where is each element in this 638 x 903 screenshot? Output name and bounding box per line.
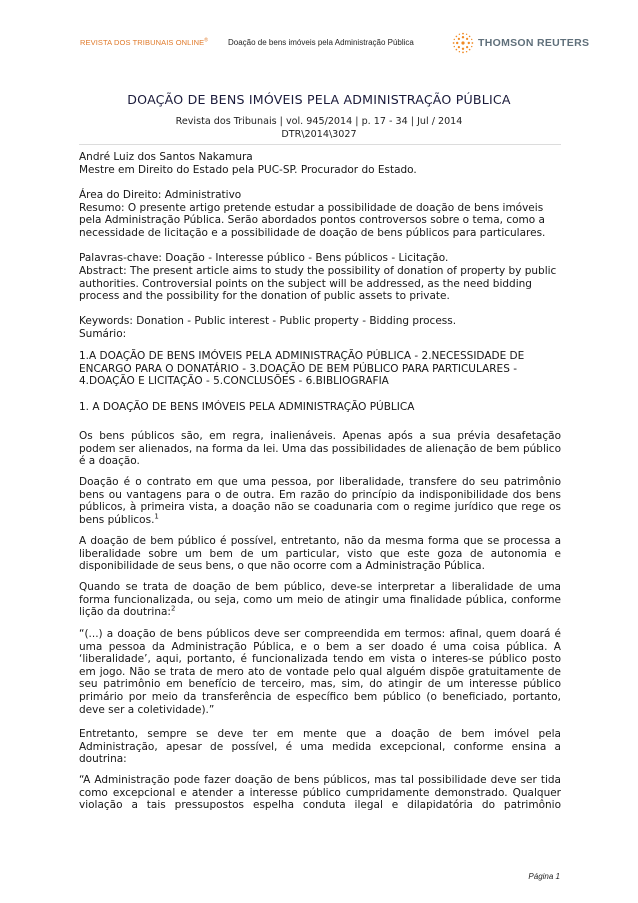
publisher-name: THOMSON REUTERS xyxy=(478,37,590,49)
block-quote: “A Administração pode fazer doação de bens públicos, mas tal possibilidade deve ser tida como excepcional e atender a interesse público cumpridamente demonstrado. Qualquer violação a tais pressupostos espelha conduta ilegal e dilapidatória do patrimônio xyxy=(79,774,561,812)
block-quote: “(...) a doação de bens públicos deve ser compreendida em termos: afinal, quem doará é uma pessoa da Administração Pública, e o bem a ser doado é uma coisa pública. A ‘liberalidade’, aqui, portanto, é funcionalizada tendo em vista o interes-se público posto em jogo. Não se trata de mero ato de vontade pelo qual alguém dispõe gratuitamente de seu patrimônio em benefício de terceiro, mas, sim, do atingir de um interesse público primário por meio da transferência de específico bem público (o beneficiado, portanto, deve ser a coletividade).” xyxy=(79,628,561,716)
publication-citation: Revista dos Tribunais | vol. 945/2014 | p. 17 - 34 | Jul / 2014 xyxy=(175,116,463,127)
author-name: André Luiz dos Santos Nakamura xyxy=(79,151,253,163)
paragraph: Os bens públicos são, em regra, inalienáveis. Apenas após a sua prévia desafetação podem ser alienados, na forma da lei. Uma das possibilidades de alienação de bem público é a doação. xyxy=(79,430,561,468)
brand-name: REVISTA DOS TRIBUNAIS ONLINE® xyxy=(80,37,209,47)
resumo: Resumo: O presente artigo pretende estudar a possibilidade de doação de bens imóveis pela Administração Pública. Serão abordados pontos controversos sobre o tema, como a necessidade de licitação e a possibilidade de doação de bens públicos para particulares. xyxy=(79,201,546,239)
palavras-chave: Palavras-chave: Doação - Interesse público - Bens públicos - Licitação. xyxy=(79,252,449,264)
page-number: Página 1 xyxy=(528,872,560,881)
publication-info xyxy=(0,115,638,141)
running-title: Doação de bens imóveis pela Administração Pública xyxy=(228,38,414,47)
document-title: DOAÇÃO DE BENS IMÓVEIS PELA ADMINISTRAÇÃO PÚBLICA xyxy=(127,92,511,107)
paragraph: Quando se trata de doação de bem público, deve-se interpretar a liberalidade de uma forma funcionalizada, ou seja, como um meio de atingir uma finalidade pública, conforme lição da doutrina:$^2$ xyxy=(79,581,561,619)
footnote-marker[interactable]: 2 xyxy=(170,604,176,613)
thomson-reuters-logo-icon xyxy=(452,32,474,54)
divider xyxy=(79,144,561,145)
abstract-en: Abstract: The present article aims to study the possibility of donation of property by public authorities. Controversial points on the subject will be addressed, as the need bidding process and the possibility for the donation of public assets to private. xyxy=(79,265,557,303)
paragraph: Entretanto, sempre se deve ter em mente que a doação de bem imóvel pela Administração, apesar de possível, é uma medida excepcional, conforme ensina a doutrina: xyxy=(79,728,561,766)
document-id: DTR\2014\3027 xyxy=(281,129,357,140)
area-of-law: Área do Direito: Administrativo xyxy=(79,189,242,201)
sumario-label: Sumário: xyxy=(79,327,127,340)
author-bio: Mestre em Direito do Estado pela PUC-SP. Procurador do Estado. xyxy=(79,163,417,176)
publisher-logo xyxy=(452,30,589,56)
author-block xyxy=(79,151,561,176)
section-heading: 1. A DOAÇÃO DE BENS IMÓVEIS PELA ADMINISTRAÇÃO PÚBLICA xyxy=(79,401,415,413)
paragraph: Doação é o contrato em que uma pessoa, por liberalidade, transfere do seu patrimônio bens ou vantagens para o de outra. Em razão do princípio da indisponibilidade dos bens públicos, à primeira vista, a doação não se coadunaria com o regime jurídico que rege os bens públicos.$^1$ xyxy=(79,476,561,526)
table-of-contents: 1.A DOAÇÃO DE BENS IMÓVEIS PELA ADMINISTRAÇÃO PÚBLICA - 2.NECESSIDADE DE ENCARGO PARA O DONATÁRIO - 3.DOAÇÃO DE BEM PÚBLICO PARA PARTICULARES - 4.DOAÇÃO E LICITAÇÃO - 5.CONCLUSÕES - 6.BIBLIOGRAFIA xyxy=(79,350,525,388)
footnote-marker[interactable]: 1 xyxy=(154,512,159,521)
keywords-block xyxy=(79,315,561,340)
paragraph: A doação de bem público é possível, entretanto, não da mesma forma que se processa a liberalidade sobre um bem de um particular, visto que este goza de autonomia e disponibilidade de seus bens, o que não ocorre com a Administração Pública. xyxy=(79,535,561,573)
keywords: Keywords: Donation - Public interest - Public property - Bidding process. xyxy=(79,315,457,327)
abstract-pt-block xyxy=(79,189,561,239)
